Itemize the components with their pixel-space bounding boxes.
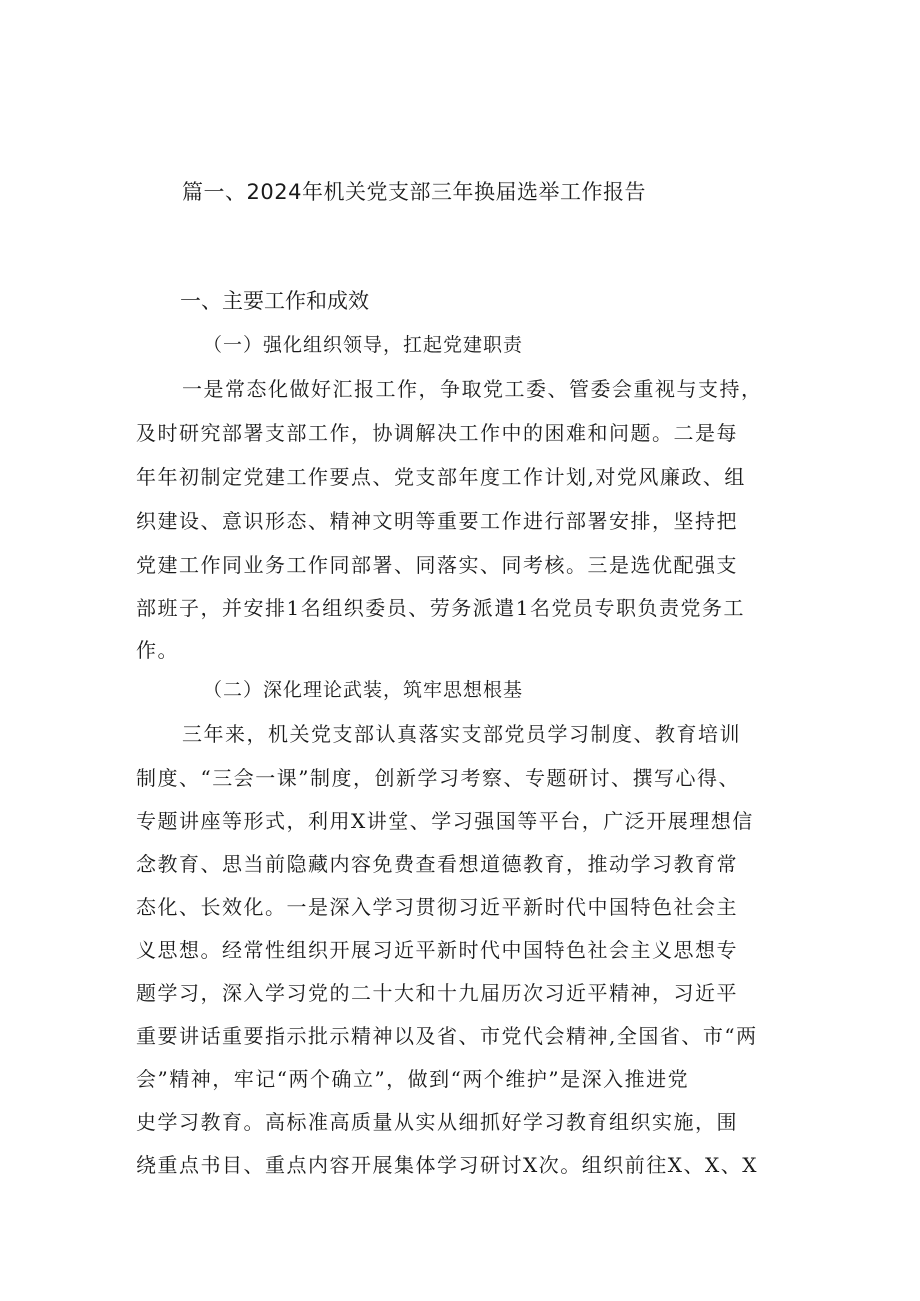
paragraph-line: 年年初制定党建工作要点、党支部年度工作计划,对党风廉政、组 [136, 465, 746, 489]
paragraph-line: 义思想。经常性组织开展习近平新时代中国特色社会主义思想专 [136, 938, 738, 962]
paragraph-line: 一是常态化做好汇报工作，争取党工委、管委会重视与支持， [182, 377, 763, 401]
paragraph-line: 织建设、意识形态、精神文明等重要工作进行部署安排，坚持把 [136, 509, 738, 533]
paragraph-line: 三年来，机关党支部认真落实支部党员学习制度、教育培训 [182, 722, 741, 746]
paragraph-line: 史学习教育。高标准高质量从实从细抓好学习教育组织实施，围 [136, 1110, 738, 1134]
section-heading-main-work: 一、主要工作和成效 [180, 289, 369, 313]
sub-heading-theory: （二）深化理论武装，筑牢思想根基 [203, 679, 524, 701]
paragraph-line: 绕重点书目、重点内容开展集体学习研讨X次。组织前往X、X、X [136, 1153, 758, 1177]
paragraph-line: 重要讲话重要指示批示精神以及省、市党代会精神,全国省、市“两 [136, 1024, 758, 1048]
paragraph-line: 念教育、思当前隐藏内容免费查看想道德教育，推动学习教育常 [136, 852, 738, 876]
sub-heading-organization: （一）强化组织领导，扛起党建职责 [203, 334, 524, 356]
paragraph-line: 部班子，并安排1名组织委员、劳务派遣1名党员专职负责党务工 [136, 596, 745, 620]
paragraph-line: 会”精神，牢记“两个确立”，做到“两个维护”是深入推进党 [136, 1067, 690, 1091]
paragraph-line: 制度、“三会一课”制度，创新学习考察、专题研讨、撰写心得、 [136, 766, 740, 790]
paragraph-line: 及时研究部署支部工作，协调解决工作中的困难和问题。二是每 [136, 421, 738, 445]
paragraph-line: 题学习，深入学习党的二十大和十九届历次习近平精神，习近平 [136, 981, 738, 1005]
paragraph-line: 作。 [136, 638, 179, 662]
paragraph-line: 党建工作同业务工作同部署、同落实、同考核。三是选优配强支 [136, 553, 738, 577]
paragraph-line: 专题讲座等形式，利用X讲堂、学习强国等平台，广泛开展理想信 [136, 809, 754, 833]
paragraph-line: 态化、长效化。一是深入学习贯彻习近平新时代中国特色社会主 [136, 895, 738, 919]
document-title: 篇一、2024年机关党支部三年换届选举工作报告 [182, 180, 646, 204]
